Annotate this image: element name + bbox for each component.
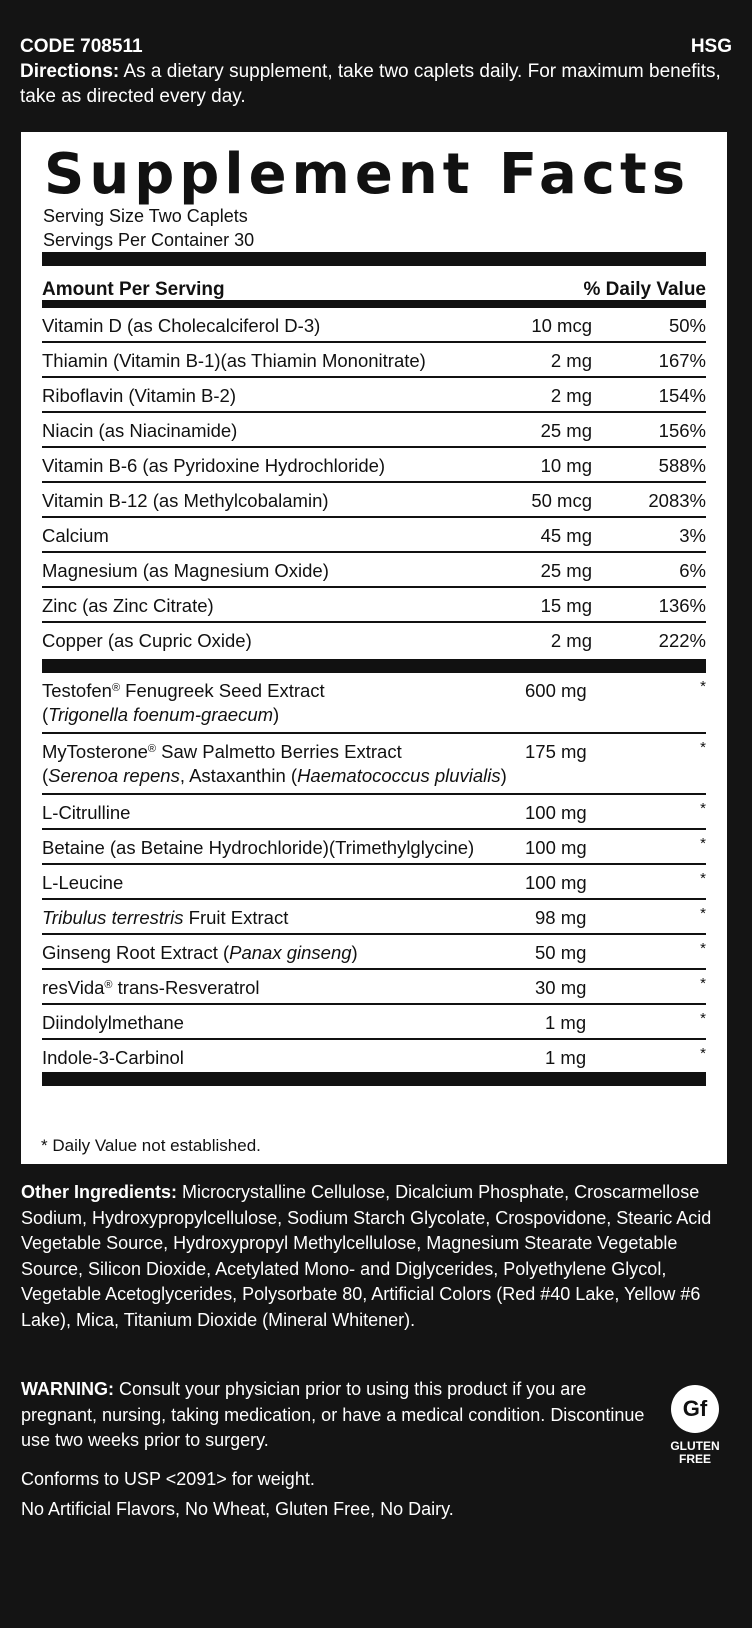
ingredient-name: Ginseng Root Extract (Panax ginseng) [42,942,358,963]
ingredient-name: Testofen® Fenugreek Seed Extract [42,680,325,701]
directions [20,59,732,109]
ingredient-row [42,1040,706,1075]
nutrient-amount: 2 mg [550,385,592,406]
ingredient-amount: 1 mg [545,1047,587,1068]
thick-divider [42,252,706,266]
ingredient-amount: 50 mg [535,942,587,963]
servings-per-container: Servings Per Container 30 [43,230,255,250]
gluten-free-logo-icon: Gf [671,1385,719,1433]
warning [21,1377,651,1454]
nutrient-row [42,448,706,483]
nutrient-dv: 588% [658,455,706,476]
supplement-facts-panel [21,132,727,1164]
nutrient-row [42,378,706,413]
header [20,34,732,109]
ingredient-name: Indole-3-Carbinol [42,1047,184,1068]
nutrient-name: Zinc (as Zinc Citrate) [42,595,214,616]
ingredient-amount: 600 mg [525,680,587,701]
ingredient-list [42,673,706,1075]
serving-size: Serving Size Two Caplets [43,206,248,226]
amount-header: Amount Per Serving [42,279,225,300]
facts-title: Supplement Facts [44,142,691,207]
nutrient-row [42,623,706,659]
ingredient-row [42,830,706,865]
gluten-free-label [660,1440,730,1466]
nutrient-row [42,518,706,553]
nutrient-name: Thiamin (Vitamin B-1)(as Thiamin Mononitrate) [42,350,426,371]
ingredient-amount: 100 mg [525,872,587,893]
ingredient-dv: * [700,1045,706,1062]
nutrient-name: Copper (as Cupric Oxide) [42,630,252,651]
vitamin-list [42,308,706,659]
nutrient-name: Calcium [42,525,109,546]
ingredient-dv: * [700,800,706,817]
nutrient-amount: 50 mcg [531,490,592,511]
nutrient-dv: 3% [679,525,706,546]
nutrient-row [42,308,706,343]
ingredient-dv: * [700,1010,706,1027]
ingredient-amount: 175 mg [525,741,587,762]
ingredient-name: L-Citrulline [42,802,131,823]
ingredient-amount: 100 mg [525,802,587,823]
nutrient-row [42,413,706,448]
dv-header: % Daily Value [583,279,706,300]
nutrient-name: Vitamin B-12 (as Methylcobalamin) [42,490,329,511]
other-ingredients-text: Microcrystalline Cellulose, Dicalcium Phosphate, Croscarmellose Sodium, Hydroxypropylcellulose, Sodium Starch Glycolate, Crospovidone, Stearic Acid Vegetable Source, Hydroxypropyl Methylcellulose, Magnesium Stearate Vegetable Source, Silicon Dioxide, Acetylated Mono- and Diglycerides, Polyethylene Glycol, Vegetable Acetoglycerides, Polysorbate 80, Artificial Colors (Red #40 Lake, Yellow #6 Lake), Mica, Titanium Dioxide (Mineral Whitener). [21,1182,712,1330]
footnote: * Daily Value not established. [41,1136,261,1155]
nutrient-dv: 2083% [648,490,706,511]
ingredient-row [42,865,706,900]
ingredient-row-testofen [42,673,706,734]
serving-info [43,204,254,252]
ingredient-amount: 1 mg [545,1012,587,1033]
nutrient-dv: 156% [658,420,706,441]
nutrient-amount: 25 mg [540,420,592,441]
ingredient-latin: (Serenoa repens, Astaxanthin (Haematococcus pluvialis) [42,765,507,786]
nutrient-row [42,343,706,378]
ingredient-row [42,1005,706,1040]
nutrient-name: Riboflavin (Vitamin B-2) [42,385,236,406]
ingredient-row [42,970,706,1005]
thick-divider [42,659,706,673]
ingredient-dv: * [700,739,706,756]
gluten-free-line2: FREE [678,1452,711,1466]
nutrient-amount: 45 mg [540,525,592,546]
ingredient-row [42,935,706,970]
warning-text: Consult your physician prior to using this product if you are pregnant, nursing, taking medication, or have a medical condition. Discontinue use two weeks prior to surgery. [21,1379,645,1450]
other-ingredients-label: Other Ingredients: [21,1182,178,1202]
ingredient-row-mytosterone [42,734,706,795]
gluten-free-line1: GLUTEN [670,1439,720,1453]
ingredient-amount: 30 mg [535,977,587,998]
ingredient-dv: * [700,975,706,992]
no-artificial-statement: No Artificial Flavors, No Wheat, Gluten Free, No Dairy. [21,1499,454,1519]
nutrient-amount: 15 mg [540,595,592,616]
ingredient-dv: * [700,835,706,852]
ingredient-name: Tribulus terrestris Fruit Extract [42,907,289,928]
ingredient-row [42,900,706,935]
medium-divider [42,300,706,308]
ingredient-name: L-Leucine [42,872,124,893]
directions-label: Directions: [20,61,120,82]
ingredient-name: Diindolylmethane [42,1012,184,1033]
nutrient-name: Vitamin D (as Cholecalciferol D-3) [42,315,321,336]
nutrient-name: Niacin (as Niacinamide) [42,420,238,441]
ingredient-name: Betaine (as Betaine Hydrochloride)(Trimethylglycine) [42,837,475,858]
warning-label: WARNING: [21,1379,114,1399]
other-ingredients [21,1180,721,1333]
nutrient-dv: 136% [658,595,706,616]
ingredient-name: resVida® trans-Resveratrol [42,977,260,998]
corner-code: HSG [690,36,732,57]
nutrient-dv: 222% [658,630,706,651]
product-code: CODE 708511 [20,36,143,57]
nutrient-name: Vitamin B-6 (as Pyridoxine Hydrochloride) [42,455,386,476]
bottom-thick-divider [42,1072,706,1086]
nutrient-name: Magnesium (as Magnesium Oxide) [42,560,329,581]
column-header [42,279,706,301]
nutrient-amount: 2 mg [550,350,592,371]
ingredient-latin: (Trigonella foenum-graecum) [42,704,280,725]
ingredient-dv: * [700,870,706,887]
nutrient-row [42,553,706,588]
nutrient-row [42,588,706,623]
usp-statement: Conforms to USP <2091> for weight. [21,1469,315,1489]
ingredient-amount: 100 mg [525,837,587,858]
ingredient-dv: * [700,678,706,695]
nutrient-dv: 50% [668,315,706,336]
nutrient-row [42,483,706,518]
ingredient-dv: * [700,905,706,922]
nutrient-amount: 2 mg [550,630,592,651]
ingredient-row [42,795,706,830]
ingredient-dv: * [700,940,706,957]
nutrient-dv: 6% [679,560,706,581]
nutrient-amount: 10 mg [540,455,592,476]
nutrient-dv: 154% [658,385,706,406]
ingredient-name: MyTosterone® Saw Palmetto Berries Extract [42,741,402,762]
nutrient-amount: 10 mcg [531,315,592,336]
directions-text: As a dietary supplement, take two caplets daily. For maximum benefits, take as directed every day. [20,61,721,107]
nutrient-dv: 167% [658,350,706,371]
nutrient-amount: 25 mg [540,560,592,581]
ingredient-amount: 98 mg [535,907,587,928]
